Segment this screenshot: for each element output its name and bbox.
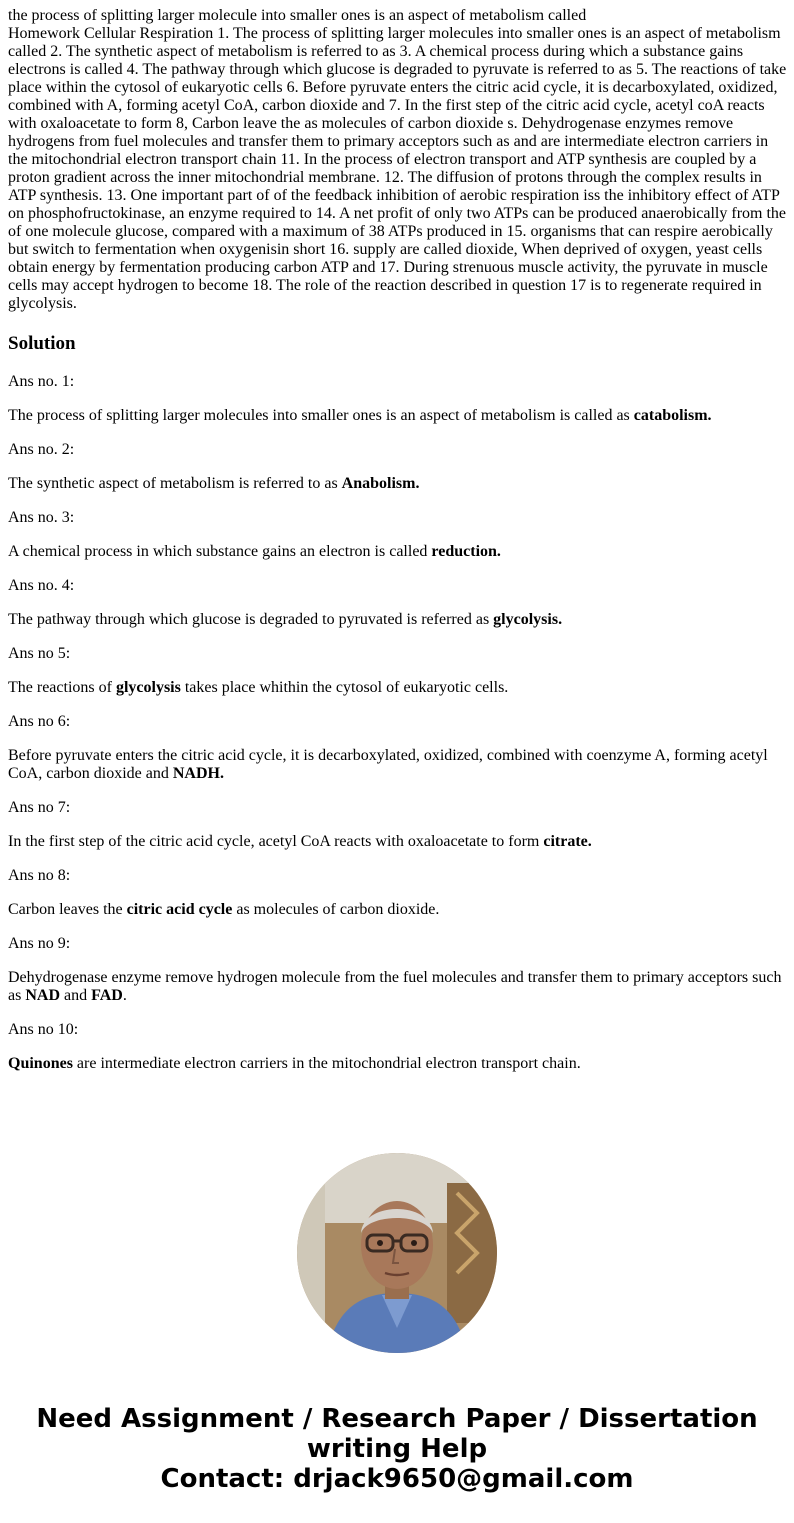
answer-text xyxy=(8,679,788,697)
answer-keyword: NAD xyxy=(25,987,60,1004)
promo-line: Need Assignment / Research Paper / Dissertation xyxy=(36,1404,758,1434)
answer-keyword: citrate. xyxy=(543,833,592,850)
answer-text-plain: The pathway through which glucose is degraded to pyruvated is referred as xyxy=(8,611,494,628)
answer-keyword: FAD xyxy=(91,987,123,1004)
answer-text-plain: A chemical process in which substance gains an electron is called xyxy=(8,543,432,560)
answer-keyword: NADH. xyxy=(172,765,224,782)
answer-label: Ans no 5: xyxy=(8,645,71,662)
portrait-image xyxy=(297,1153,497,1353)
answer-label: Ans no. 2: xyxy=(8,441,75,458)
answer-keyword: Quinones xyxy=(8,1055,73,1072)
promo-contact: Contact: drjack9650@gmail.com xyxy=(160,1464,634,1494)
answer-text xyxy=(8,611,788,629)
answer-label: Ans no. 1: xyxy=(8,373,75,390)
answer-text-plain: Carbon leaves the xyxy=(8,901,127,918)
question-title: the process of splitting larger molecule into smaller ones is an aspect of metabolism called xyxy=(8,7,587,24)
answer-text-plain: and xyxy=(60,987,92,1004)
answer-text-plain: takes place whithin the cytosol of eukaryotic cells. xyxy=(180,679,509,696)
answer-label: Ans no 10: xyxy=(8,1021,79,1038)
answer-keyword: Anabolism. xyxy=(341,475,420,492)
document-content xyxy=(8,7,788,1089)
answer-keyword: reduction. xyxy=(431,543,501,560)
promo-line: writing Help xyxy=(306,1434,488,1464)
answer-text-plain: . xyxy=(122,987,127,1004)
answer-text xyxy=(8,901,788,919)
answer-text xyxy=(8,407,788,425)
answer-label: Ans no. 4: xyxy=(8,577,75,594)
avatar xyxy=(297,1153,497,1353)
answer-text-plain: The reactions of xyxy=(8,679,116,696)
answer-text xyxy=(8,1055,788,1073)
answer-keyword: glycolysis. xyxy=(493,611,563,628)
answer-text xyxy=(8,543,788,561)
answer-text xyxy=(8,475,788,493)
solution-heading: Solution xyxy=(8,333,76,354)
answer-text xyxy=(8,747,788,783)
answer-text-plain: Before pyruvate enters the citric acid cycle, it is decarboxylated, oxidized, combined with coenzyme A, forming acetyl CoA, carbon dioxide and xyxy=(8,747,768,782)
answer-keyword: catabolism. xyxy=(633,407,712,424)
answer-label: Ans no 9: xyxy=(8,935,71,952)
answer-text-plain: as molecules of carbon dioxide. xyxy=(232,901,440,918)
answer-text xyxy=(8,969,788,1005)
answer-keyword: citric acid cycle xyxy=(126,901,233,918)
answer-text-plain: Dehydrogenase enzyme remove hydrogen molecule from the fuel molecules and transfer them to primary acceptors such as xyxy=(8,969,782,1004)
answers-list xyxy=(8,373,788,1073)
answer-text-plain: The synthetic aspect of metabolism is referred to as xyxy=(8,475,342,492)
answer-label: Ans no 7: xyxy=(8,799,71,816)
question-body: Homework Cellular Respiration 1. The process of splitting larger molecules into smaller ones is an aspect of metabolism called 2. The synthetic aspect of metabolism is referred to as 3. A chemical process during which a substance gains electrons is called 4. The pathway through which glucose is degraded to pyruvate is referred to as 5. The reactions of take place within the cytosol of eukaryotic cells 6. Before pyruvate enters the citric acid cycle, it is decarboxylated, oxidized, combined with A, forming acetyl CoA, carbon dioxide and 7. In the first step of the citric acid cycle, acetyl coA reacts with oxaloacetate to form 8, Carbon leave the as molecules of carbon dioxide s. Dehydrogenase enzymes remove hydrogens from fuel molecules and transfer them to primary acceptors such as and are intermediate electron carriers in the mitochondrial electron transport chain 11. In the process of electron transport and ATP synthesis are coupled by a proton gradient across the inner mitochondrial membrane. 12. The diffusion of protons through the complex results in ATP synthesis. 13. One important part of of the feedback inhibition of aerobic respiration iss the inhibitory effect of ATP on phosphofructokinase, an enzyme required to 14. A net profit of only two ATPs can be produced anaerobically from the of one molecule glucose, compared with a maximum of 38 ATPs produced in 15. organisms that can respire aerobically but switch to fermentation when oxygenisin short 16. supply are called dioxide, When deprived of oxygen, yeast cells obtain energy by fermentation producing carbon ATP and 17. During strenuous muscle activity, the pyruvate in muscle cells may accept hydrogen to become 18. The role of the reaction described in question 17 is to regenerate required in glycolysis. xyxy=(8,25,787,312)
answer-label: Ans no 8: xyxy=(8,867,71,884)
answer-text-plain: are intermediate electron carriers in the mitochondrial electron transport chain. xyxy=(72,1055,581,1072)
answer-keyword: glycolysis xyxy=(115,679,181,696)
answer-label: Ans no. 3: xyxy=(8,509,75,526)
promo-banner xyxy=(0,1404,794,1494)
answer-text xyxy=(8,833,788,851)
answer-text-plain: In the first step of the citric acid cycle, acetyl CoA reacts with oxaloacetate to form xyxy=(8,833,544,850)
answer-label: Ans no 6: xyxy=(8,713,71,730)
answer-text-plain: The process of splitting larger molecules into smaller ones is an aspect of metabolism is called as xyxy=(8,407,634,424)
